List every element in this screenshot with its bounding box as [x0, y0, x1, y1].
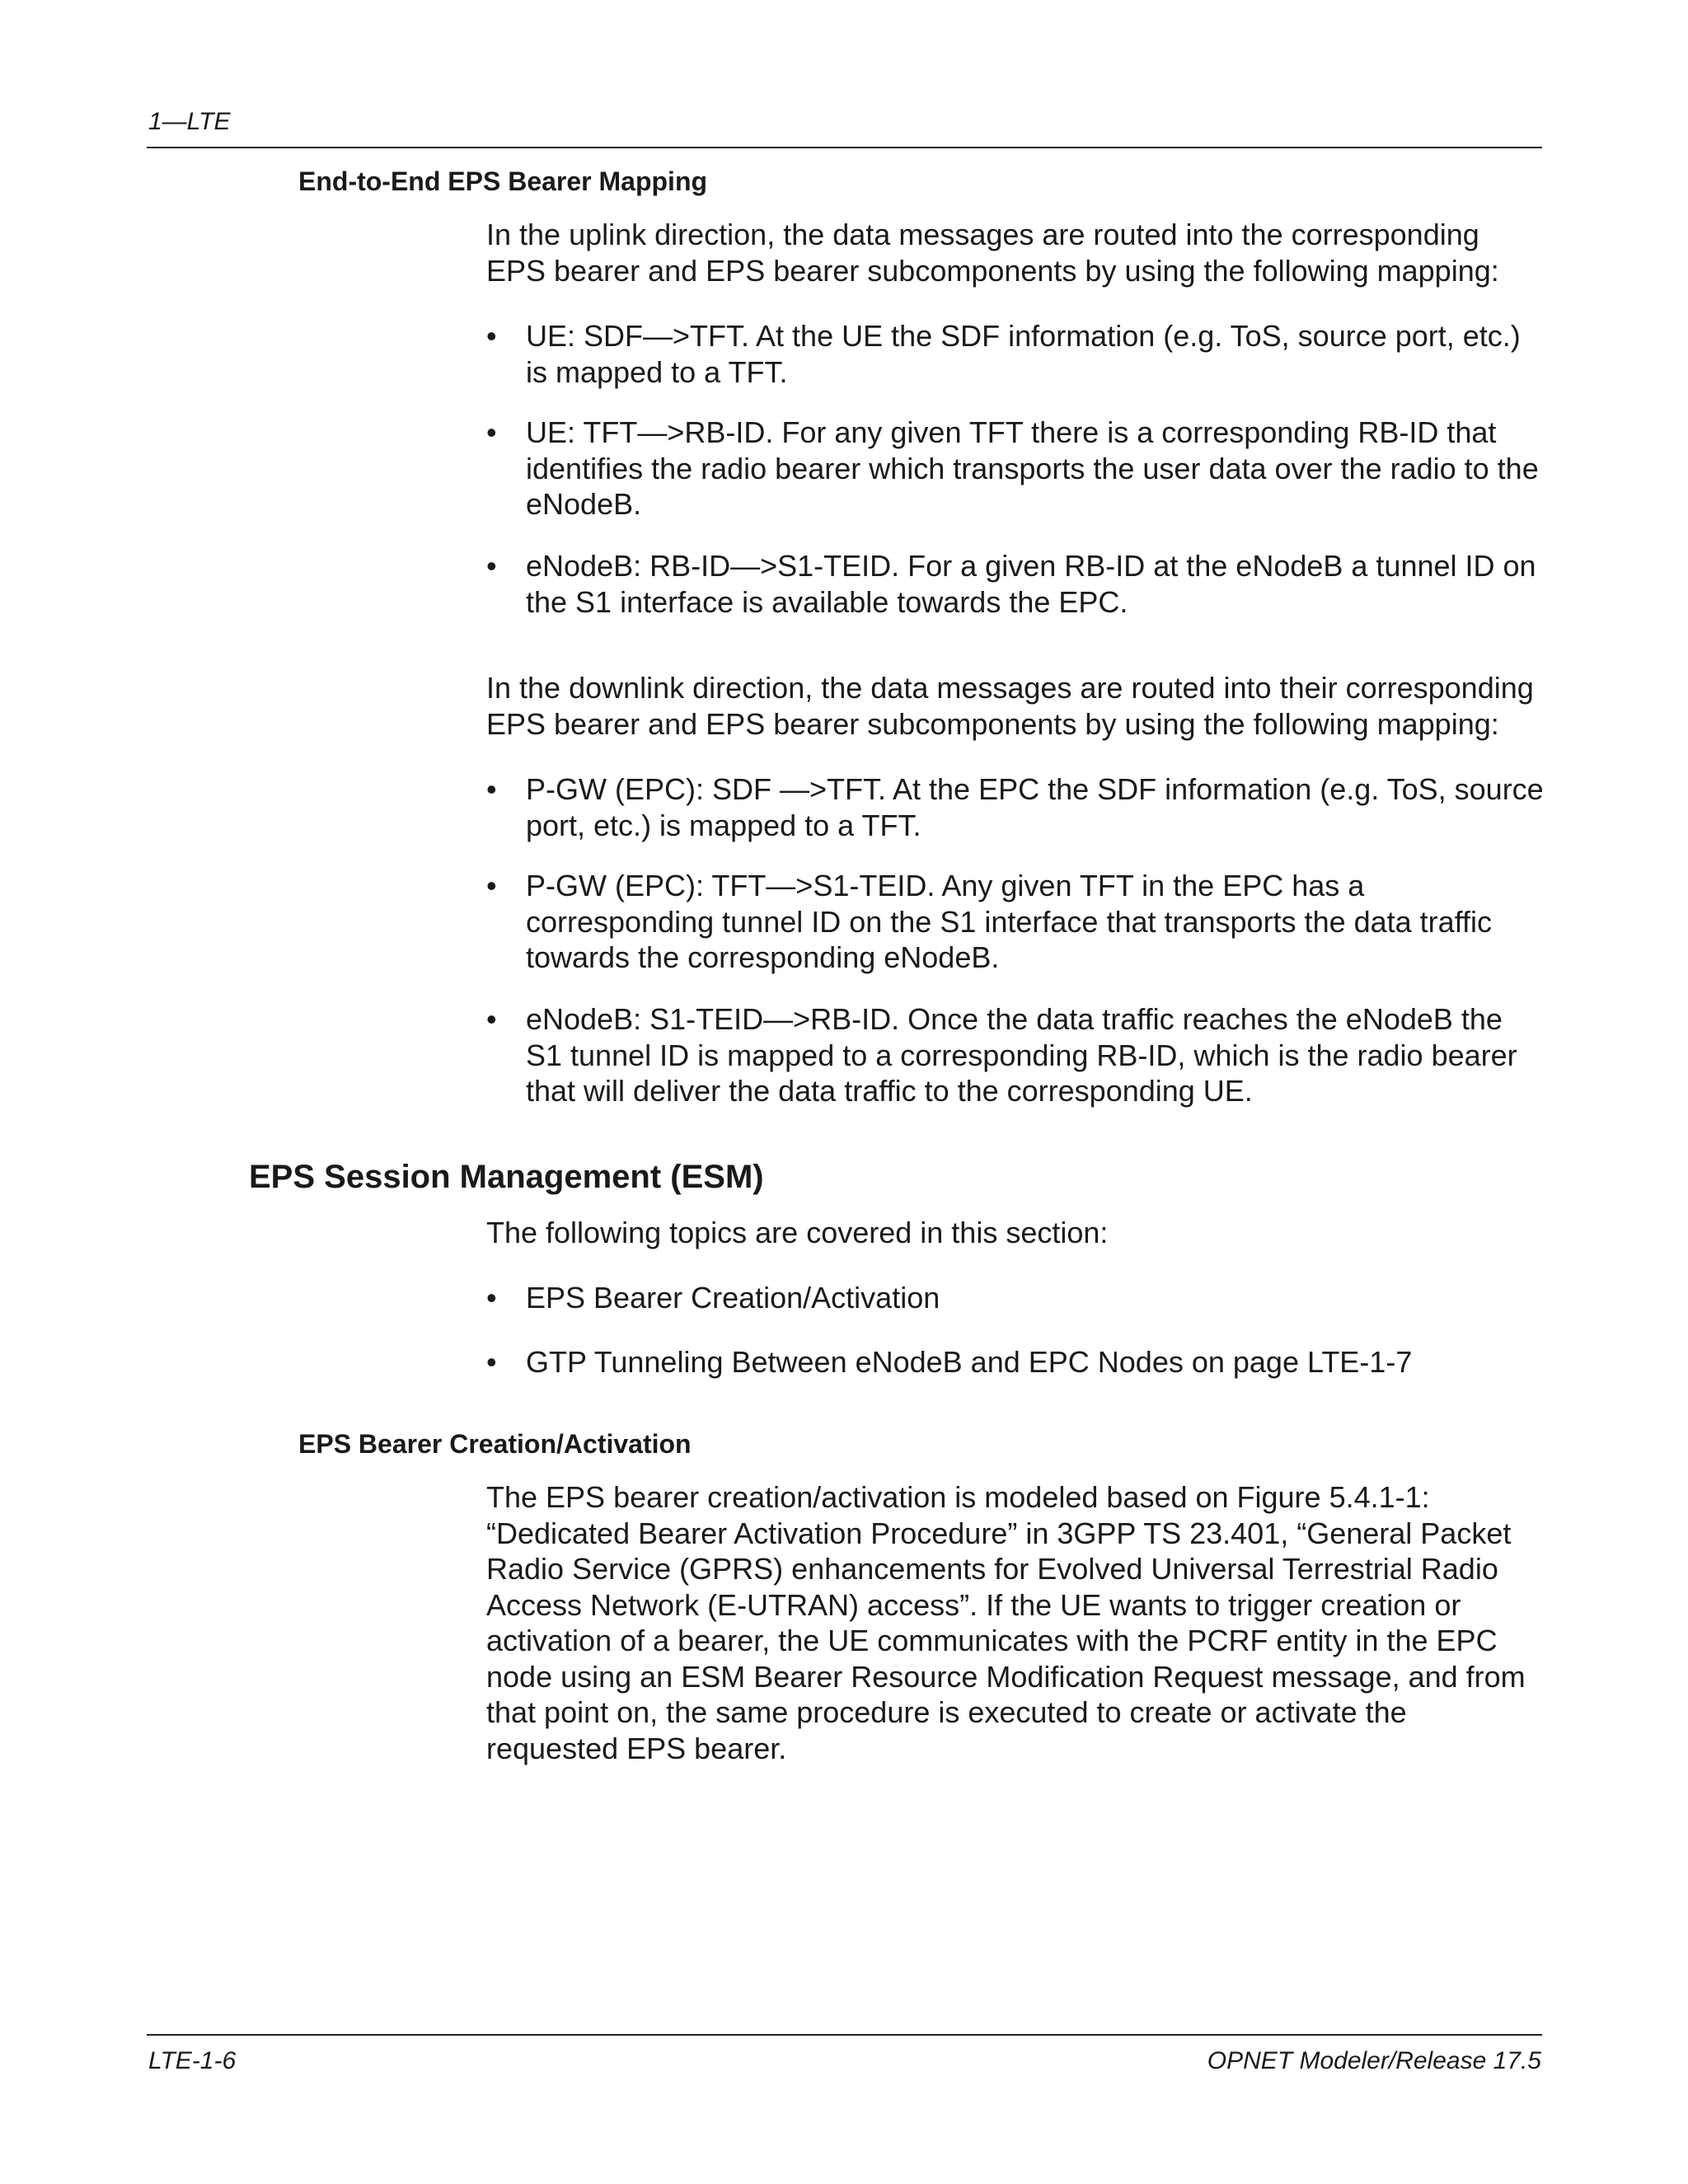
bullet-marker: •: [486, 772, 497, 806]
list-item: [486, 1280, 1545, 1316]
heading-bearer-mapping: End-to-End EPS Bearer Mapping: [298, 166, 708, 196]
bullet-text: P-GW (EPC): TFT—>S1-TEID. Any given TFT in the EPC has a corresponding tunnel ID on the S1 interface that transports the data traffic towards the corresponding eNodeB.: [526, 869, 1493, 974]
bullet-text: UE: TFT—>RB-ID. For any given TFT there is a corresponding RB-ID that identifies the radio bearer which transports the user data over the radio to the eNodeB.: [526, 415, 1539, 521]
list-item: [486, 1344, 1545, 1380]
paragraph-esm-intro: The following topics are covered in this section:: [486, 1216, 1109, 1249]
paragraph-bearer-creation: The EPS bearer creation/activation is modeled based on Figure 5.4.1-1: “Dedicated Bearer Activation Procedure” in 3GPP TS 23.401, “General Packet Radio Service (GPRS) enhancements for Evolved Universal Terrestrial Radio Access Network (E-UTRAN) access”. If the UE wants to trigger creation or activation of a bearer, the UE communicates with the PCRF entity in the EPC node using an ESM Bearer Resource Modification Request message, and from that point on, the same procedure is executed to create or activate the requested EPS bearer.: [486, 1480, 1526, 1765]
bullet-text: eNodeB: S1-TEID—>RB-ID. Once the data traffic reaches the eNodeB the S1 tunnel ID is mapped to a corresponding RB-ID, which is the radio bearer that will deliver the data traffic to the corresponding UE.: [526, 1002, 1517, 1108]
heading-bearer-creation: EPS Bearer Creation/Activation: [298, 1429, 692, 1459]
bullet-marker: •: [486, 1281, 497, 1315]
list-item: [486, 1001, 1545, 1109]
list-item: [486, 318, 1545, 390]
paragraph-downlink-intro: In the downlink direction, the data messages are routed into their corresponding EPS bearer and EPS bearer subcomponents by using the following mapping:: [486, 671, 1534, 741]
bullet-text: eNodeB: RB-ID—>S1-TEID. For a given RB-ID at the eNodeB a tunnel ID on the S1 interface is available towards the EPC.: [526, 549, 1536, 619]
bullet-text: P-GW (EPC): SDF —>TFT. At the EPC the SDF information (e.g. ToS, source port, etc.) is mapped to a TFT.: [526, 772, 1544, 842]
running-header: 1—LTE: [148, 108, 231, 135]
bullet-text: UE: SDF—>TFT. At the UE the SDF information (e.g. ToS, source port, etc.) is mapped to a TFT.: [526, 319, 1521, 389]
bullet-marker: •: [486, 415, 497, 449]
bullet-marker: •: [486, 1345, 497, 1379]
page-number: LTE-1-6: [148, 2047, 237, 2074]
bullet-marker: •: [486, 1002, 497, 1036]
footer-rule: [147, 2034, 1542, 2036]
heading-esm: EPS Session Management (ESM): [249, 1159, 764, 1195]
list-item: [486, 771, 1545, 843]
bullet-marker: •: [486, 549, 497, 583]
list-item: [486, 415, 1545, 523]
product-release: OPNET Modeler/Release 17.5: [1207, 2047, 1541, 2074]
list-item: [486, 868, 1545, 976]
bullet-marker: •: [486, 869, 497, 902]
topic-link[interactable]: GTP Tunneling Between eNodeB and EPC Nodes on page LTE-1-7: [526, 1345, 1413, 1379]
paragraph-uplink-intro: In the uplink direction, the data messages are routed into the corresponding EPS bearer and EPS bearer subcomponents by using the following mapping:: [486, 218, 1499, 288]
header-rule: [147, 147, 1542, 148]
list-item: [486, 548, 1545, 620]
bullet-marker: •: [486, 319, 497, 353]
topic-link[interactable]: EPS Bearer Creation/Activation: [526, 1281, 940, 1315]
